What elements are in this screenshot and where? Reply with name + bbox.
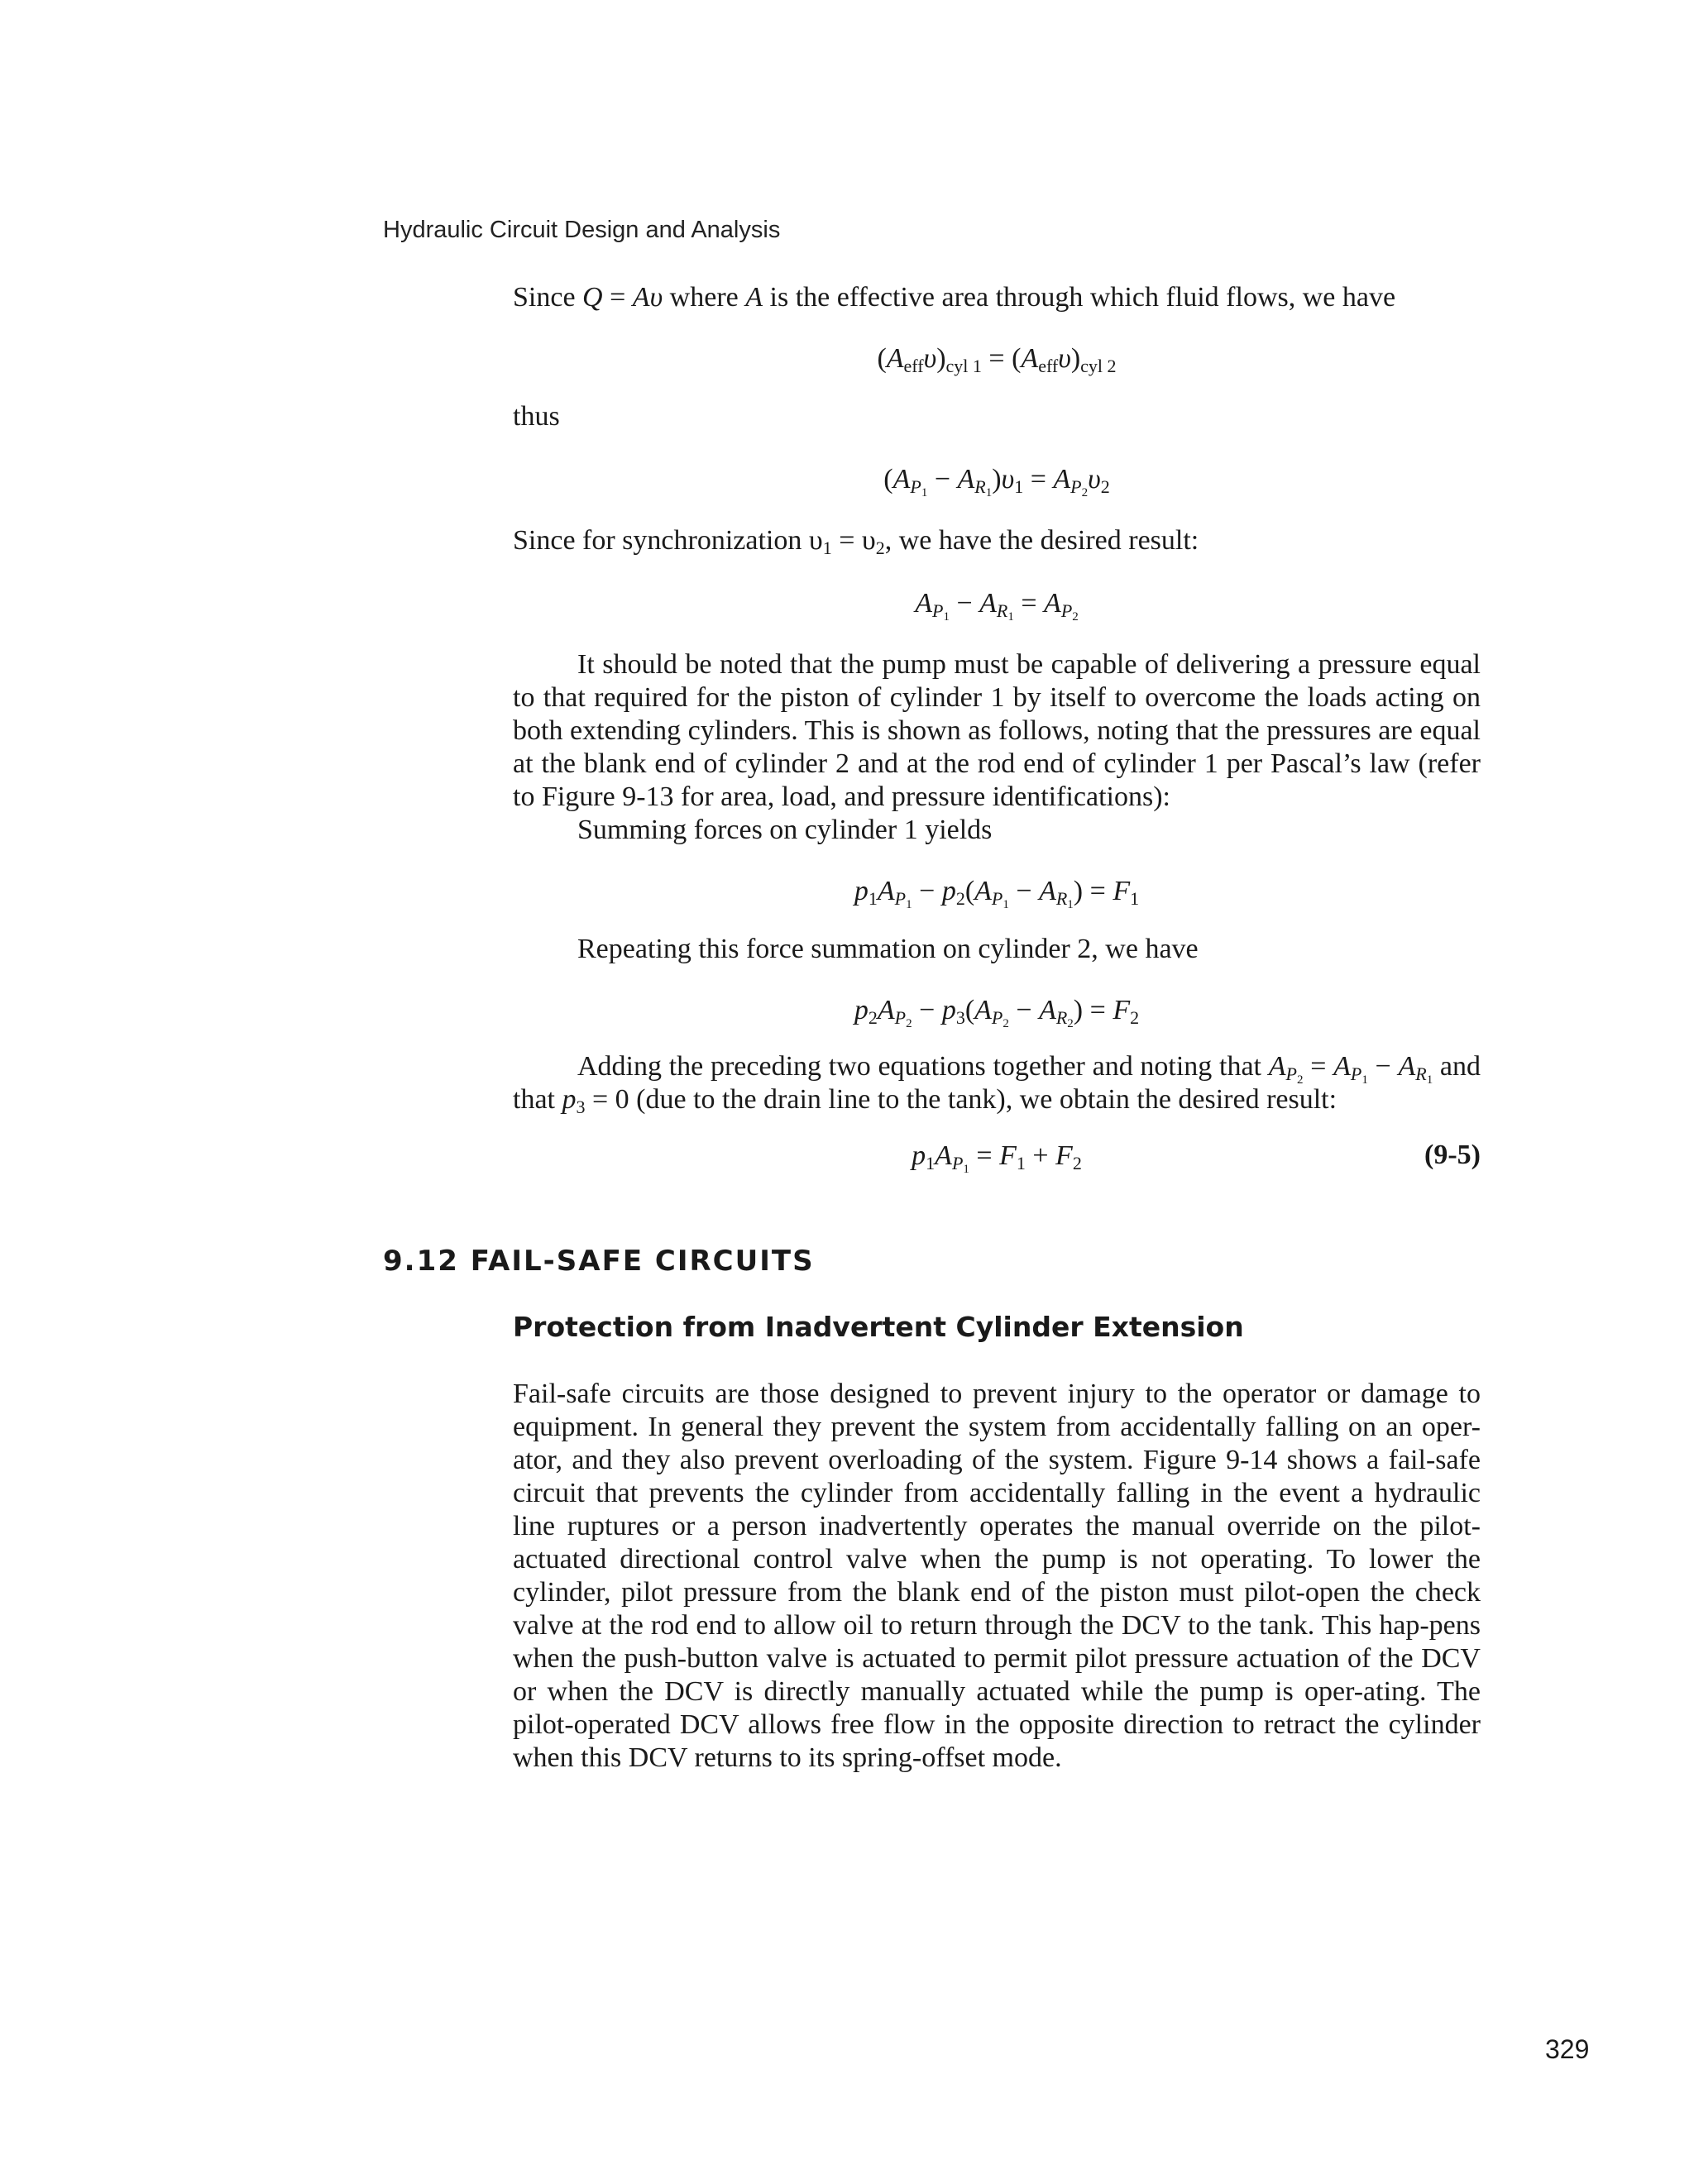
- equation-area-result: $A_{P_1} - A_{R_1} = A_{P_2}$: [915, 588, 1079, 624]
- paragraph-summing-forces: Summing forces on cylinder 1 yields: [577, 815, 993, 845]
- running-head: Hydraulic Circuit Design and Analysis: [383, 217, 781, 243]
- paragraph-adding-equations: Adding the preceding two equations together and noting that $A_{P_2} = A_{P_1} - A_{R_1}$ and that $p_3 = 0$ (due to the drain line to the tank), we obtain the desired result:: [513, 1051, 1481, 1117]
- paragraph-fail-safe: Fail-safe circuits are those designed to prevent injury to the operator or damage to equipment. In general they prevent the system from accidentally falling on an oper-ator, and they also prevent overloading of the system. Figure 9-14 shows a fail-safe circuit that prevents the cylinder from accidentally falling in the event a hydraulic line ruptures or a person inadvertently operates the manual override on the pilot-actuated directional control valve when the pump is not operating. To lower the cylinder, pilot pressure from the blank end of the piston must pilot-open the check valve at the rod end to allow oil to return through the DCV to the tank. This hap-pens when the push-button valve is actuated to permit pilot pressure actuation of the DCV or when the DCV is directly manually actuated while the pump is oper-ating. The pilot-operated DCV allows free flow in the opposite direction to retract the cylinder when this DCV returns to its spring-offset mode.: [513, 1379, 1481, 1773]
- paragraph-since-q: Since Q = Aυ where A is the effective area through which fluid flows, we have: [513, 282, 1396, 313]
- paragraph-repeating: Repeating this force summation on cylinder 2, we have: [577, 934, 1199, 964]
- paragraph-synchronization: Since for synchronization $\upsilon_1 = \upsilon_2$, we have the desired result:: [513, 525, 1199, 558]
- equation-9-5: $p_1A_{P_1} = F_1 + F_2$: [912, 1140, 1082, 1176]
- equation-force-cylinder-2: $p_2A_{P_2} - p_3(A_{P_2} - A_{R_2}) = F_2$: [854, 995, 1140, 1030]
- page-number: 329: [1545, 2034, 1590, 2064]
- paragraph-pump-pressure: It should be noted that the pump must be capable of delivering a pressure equal to that required for the piston of cylinder 1 by itself to overcome the loads acting on both extending cylinders. This is shown as follows, noting that the pressures are equal at the blank end of cylinder 2 and at the rod end of cylinder 1 per Pascal’s law (refer to Figure 9-13 for area, load, and pressure identifications):: [513, 649, 1481, 812]
- section-heading: 9.12 FAIL-SAFE CIRCUITS: [383, 1245, 815, 1278]
- paragraph-thus: thus: [513, 401, 560, 432]
- equation-effective-area: $(A_{eff}\upsilon)_{cyl 1} = (A_{eff}\upsilon)_{cyl 2}$: [877, 343, 1117, 376]
- sub-heading: Protection from Inadvertent Cylinder Extension: [513, 1311, 1244, 1343]
- equation-force-cylinder-1: $p_1A_{P_1} - p_2(A_{P_1} - A_{R_1}) = F_1$: [854, 876, 1140, 911]
- equation-velocity-area: $(A_{P_1} - A_{R_1})\upsilon_1 = A_{P_2}\upsilon_2$: [883, 464, 1110, 499]
- equation-number: (9-5): [1424, 1140, 1481, 1170]
